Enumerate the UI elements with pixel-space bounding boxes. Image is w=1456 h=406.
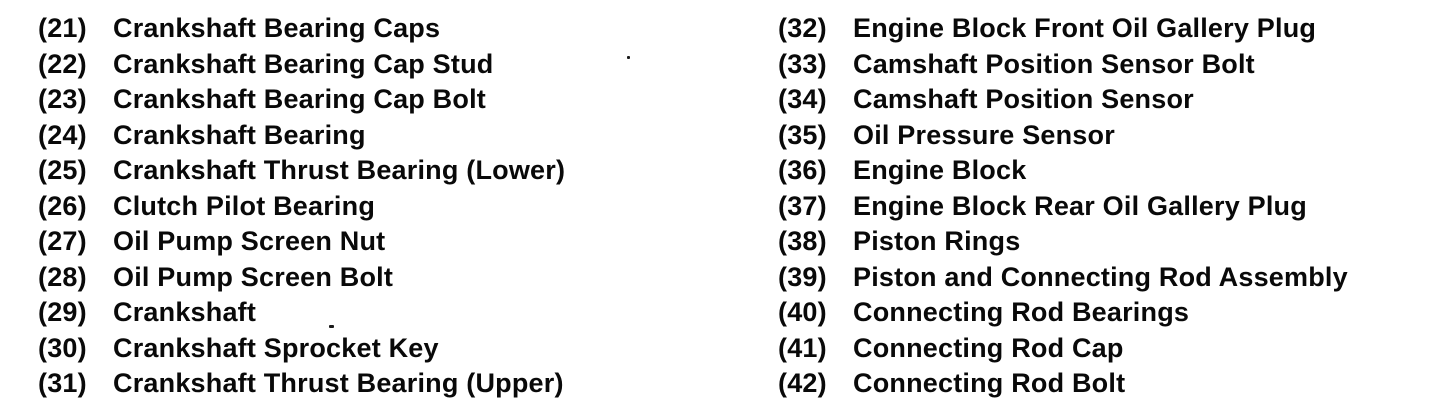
item-number: (31) <box>38 368 87 398</box>
item-number: (32) <box>778 13 827 43</box>
item-number: (41) <box>778 332 827 363</box>
item-number: (29) <box>38 297 87 327</box>
item-label: Crankshaft Bearing Caps <box>113 13 441 43</box>
item-label: Connecting Rod Bearings <box>853 297 1190 327</box>
list-item <box>38 47 738 83</box>
parts-list-right-column <box>778 11 1438 402</box>
list-item <box>38 260 738 296</box>
item-label: Camshaft Position Sensor <box>853 84 1194 114</box>
item-label: Crankshaft Bearing <box>113 119 366 150</box>
item-number: (22) <box>38 48 87 79</box>
item-label: Crankshaft Thrust Bearing (Lower) <box>113 155 566 185</box>
list-item <box>38 11 738 47</box>
item-label: Engine Block Rear Oil Gallery Plug <box>853 190 1307 221</box>
item-label: Clutch Pilot Bearing <box>113 190 376 221</box>
list-item <box>778 295 1438 331</box>
list-item <box>778 366 1438 402</box>
item-label: Piston Rings <box>853 226 1021 256</box>
list-item <box>38 224 738 260</box>
item-number: (37) <box>778 190 827 221</box>
list-item <box>778 153 1438 189</box>
item-label: Crankshaft Bearing Cap Bolt <box>113 84 486 114</box>
item-number: (40) <box>778 297 827 327</box>
item-label: Connecting Rod Bolt <box>853 368 1126 398</box>
item-label: Oil Pump Screen Bolt <box>113 261 394 292</box>
list-item <box>778 118 1438 154</box>
item-number: (38) <box>778 226 827 256</box>
item-label: Engine Block <box>853 155 1027 185</box>
item-number: (39) <box>778 261 827 292</box>
item-label: Crankshaft Bearing Cap Stud <box>113 48 494 79</box>
item-number: (34) <box>778 84 827 114</box>
list-item <box>38 118 738 154</box>
list-item <box>778 189 1438 225</box>
list-item <box>38 331 738 367</box>
item-number: (21) <box>38 13 87 43</box>
parts-list-left-column <box>38 11 738 402</box>
item-label: Crankshaft Thrust Bearing (Upper) <box>113 368 564 398</box>
list-item <box>778 331 1438 367</box>
item-number: (35) <box>778 119 827 150</box>
item-number: (25) <box>38 155 87 185</box>
list-item <box>778 82 1438 118</box>
item-label: Piston and Connecting Rod Assembly <box>853 261 1348 292</box>
item-number: (24) <box>38 119 87 150</box>
item-label: Engine Block Front Oil Gallery Plug <box>853 13 1317 43</box>
list-item <box>778 224 1438 260</box>
item-number: (42) <box>778 368 827 398</box>
list-item <box>778 11 1438 47</box>
item-number: (30) <box>38 332 87 363</box>
item-number: (33) <box>778 48 827 79</box>
list-item <box>38 366 738 402</box>
item-label: Connecting Rod Cap <box>853 332 1124 363</box>
item-label: Camshaft Position Sensor Bolt <box>853 48 1255 79</box>
item-number: (28) <box>38 261 87 292</box>
list-item <box>38 153 738 189</box>
list-item <box>38 82 738 118</box>
item-label: Oil Pump Screen Nut <box>113 226 386 256</box>
item-number: (27) <box>38 226 87 256</box>
list-item <box>38 295 738 331</box>
item-number: (26) <box>38 190 87 221</box>
item-label: Oil Pressure Sensor <box>853 119 1115 150</box>
list-item <box>778 260 1438 296</box>
item-number: (23) <box>38 84 87 114</box>
scan-speck <box>627 56 630 59</box>
scan-speck <box>329 325 334 328</box>
item-number: (36) <box>778 155 827 185</box>
item-label: Crankshaft <box>113 297 257 327</box>
list-item <box>778 47 1438 83</box>
list-item <box>38 189 738 225</box>
item-label: Crankshaft Sprocket Key <box>113 332 439 363</box>
